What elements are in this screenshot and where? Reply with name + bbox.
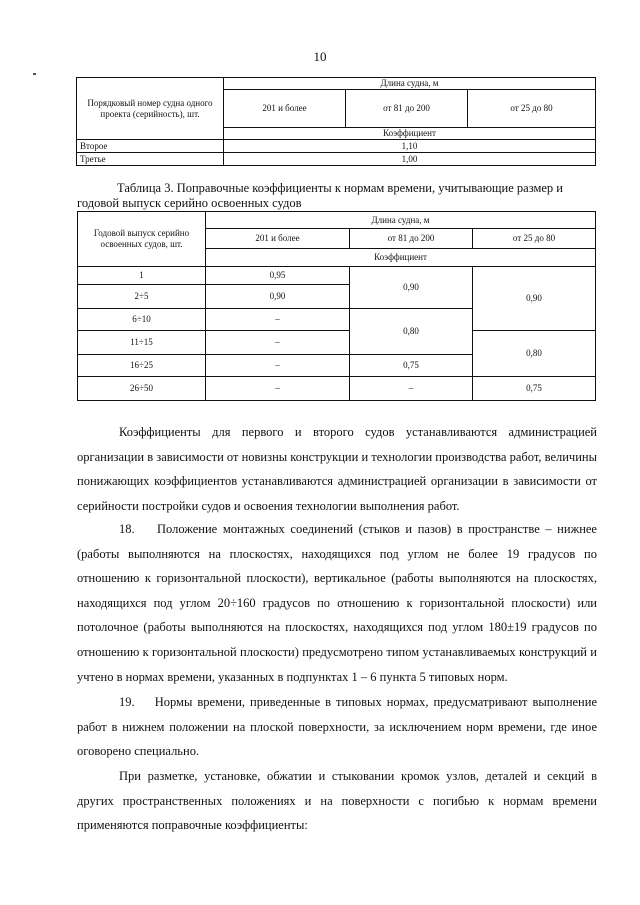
paragraph-marking: При разметке, установке, обжатии и стыковании кромок узлов, деталей и секций в других пространственных положениях и на поверхности с погибью к нормам времени применяются поправочные коэффициенты: bbox=[77, 769, 597, 833]
table-row bbox=[77, 153, 596, 166]
table-row bbox=[78, 377, 596, 401]
paragraph-coefficients: Коэффициенты для первого и второго судов устанавливаются администрацией организации в зависимости от новизны конструкции и технологии производства работ, величины понижающих коэффициентов устанавливаются администрацией организации в зависимости от серийности постройки судов и освоения технологии выполнения работ. bbox=[77, 425, 597, 513]
t1-row-value: 1,10 bbox=[224, 140, 596, 153]
t2-row-label: 6÷10 bbox=[78, 309, 206, 331]
t2-cell: – bbox=[206, 331, 350, 355]
t2-coef-header: Коэффициент bbox=[206, 249, 596, 267]
t2-col-201: 201 и более bbox=[206, 229, 350, 249]
t1-row-label: Второе bbox=[77, 140, 224, 153]
t2-cell: – bbox=[350, 377, 473, 401]
table3-correction-coefficients bbox=[77, 211, 596, 401]
t2-cell: 0,95 bbox=[206, 267, 350, 285]
t1-col-81: от 81 до 200 bbox=[346, 90, 468, 128]
t2-cell: – bbox=[206, 355, 350, 377]
t2-cell: 0,90 bbox=[206, 285, 350, 309]
t2-cell: 0,80 bbox=[473, 331, 596, 377]
t2-cell: – bbox=[206, 309, 350, 331]
paragraph-18: 18. Положение монтажных соединений (стыков и пазов) в пространстве – нижнее (работы выполняются на плоскостях, находящихся под углом не более 19 градусов по отношению к горизонтальной плоскости), вертикальное (работы выполняются на плоскостях, находящихся под углом 20÷160 градусов по отношению к горизонтальной плоскости) или потолочное (работы выполняются на плоскостях, находящихся под углом 180±19 градусов по отношению к горизонтальной плоскости) предусмотрено типом устанавливаемых конструкций и учтено в нормах времени, указанных в подпунктах 1 – 6 пункта 5 типовых норм. bbox=[77, 522, 597, 684]
t1-col-25: от 25 до 80 bbox=[468, 90, 596, 128]
t2-row-label: 16÷25 bbox=[78, 355, 206, 377]
table3-caption: Таблица 3. Поправочные коэффициенты к нормам времени, учитывающие размер и годовой выпуск серийно освоенных судов bbox=[77, 181, 563, 210]
t1-row-value: 1,00 bbox=[224, 153, 596, 166]
t2-cell: 0,75 bbox=[350, 355, 473, 377]
t1-row-label: Третье bbox=[77, 153, 224, 166]
t2-cell: 0,90 bbox=[350, 267, 473, 309]
t1-length-header: Длина судна, м bbox=[224, 78, 596, 90]
t2-row-label: 2÷5 bbox=[78, 285, 206, 309]
page-number: 10 bbox=[313, 49, 327, 64]
scan-mark bbox=[33, 73, 36, 75]
t2-row-header: Годовой выпуск серийно освоенных судов, шт. bbox=[78, 212, 206, 267]
t2-col-81: от 81 до 200 bbox=[350, 229, 473, 249]
t2-col-25: от 25 до 80 bbox=[473, 229, 596, 249]
t1-coef-header: Коэффициент bbox=[224, 128, 596, 140]
t2-row-label: 11÷15 bbox=[78, 331, 206, 355]
table-row bbox=[78, 331, 596, 355]
t2-cell: 0,80 bbox=[350, 309, 473, 355]
t2-row-label: 26÷50 bbox=[78, 377, 206, 401]
t1-row-header: Порядковый номер судна одного проекта (серийность), шт. bbox=[77, 78, 224, 140]
table-row bbox=[77, 140, 596, 153]
t2-cell: 0,75 bbox=[473, 377, 596, 401]
t2-cell: 0,90 bbox=[473, 267, 596, 331]
t1-col-201: 201 и более bbox=[224, 90, 346, 128]
table-ship-order-coefficients bbox=[76, 77, 596, 166]
t2-row-label: 1 bbox=[78, 267, 206, 285]
t2-length-header: Длина судна, м bbox=[206, 212, 596, 229]
t2-cell: – bbox=[206, 377, 350, 401]
table-row bbox=[78, 267, 596, 285]
paragraph-19: 19. Нормы времени, приведенные в типовых нормах, предусматривают выполнение работ в нижнем положении на плоской поверхности, за исключением норм времени, где иное оговорено специально. bbox=[77, 695, 597, 759]
